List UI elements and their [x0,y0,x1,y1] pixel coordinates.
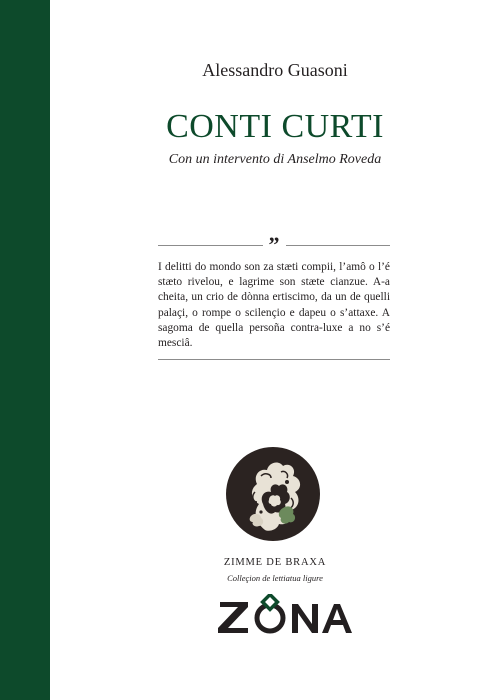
book-subtitle: Con un intervento di Anselmo Roveda [168,152,382,167]
publisher-logo-mark [218,594,352,633]
divider-right [286,245,391,246]
book-cover [50,0,500,700]
divider-left [158,245,263,246]
quote-block [158,232,390,360]
quote-top-rule [158,232,390,257]
quote-bottom-rule [158,359,390,360]
book-title: CONTI CURTI [166,108,384,145]
quote-mark-icon: ” [268,232,280,257]
book-spine-band [0,0,50,700]
publisher-logo [190,594,360,634]
series-name: ZIMME DE BRAXA [223,557,327,568]
series-emblem-icon [225,446,321,542]
author-name: Alessandro Guasoni [202,60,348,80]
quote-text: I delitti do mondo son za stæti compii, l’amô o l’é stæto rivelou, e lagrime son stæte cianzue. A-a cheita, un crio de dònna ertiscimo, da un de quelli palaçi, o rompe o scilençio e dapeu o s’attaxe. A sagoma de quella persoña contra-luxe a no s’é mesciâ. [158,261,390,350]
series-subtitle: Colleçion de lettiatua ligure [227,573,323,583]
